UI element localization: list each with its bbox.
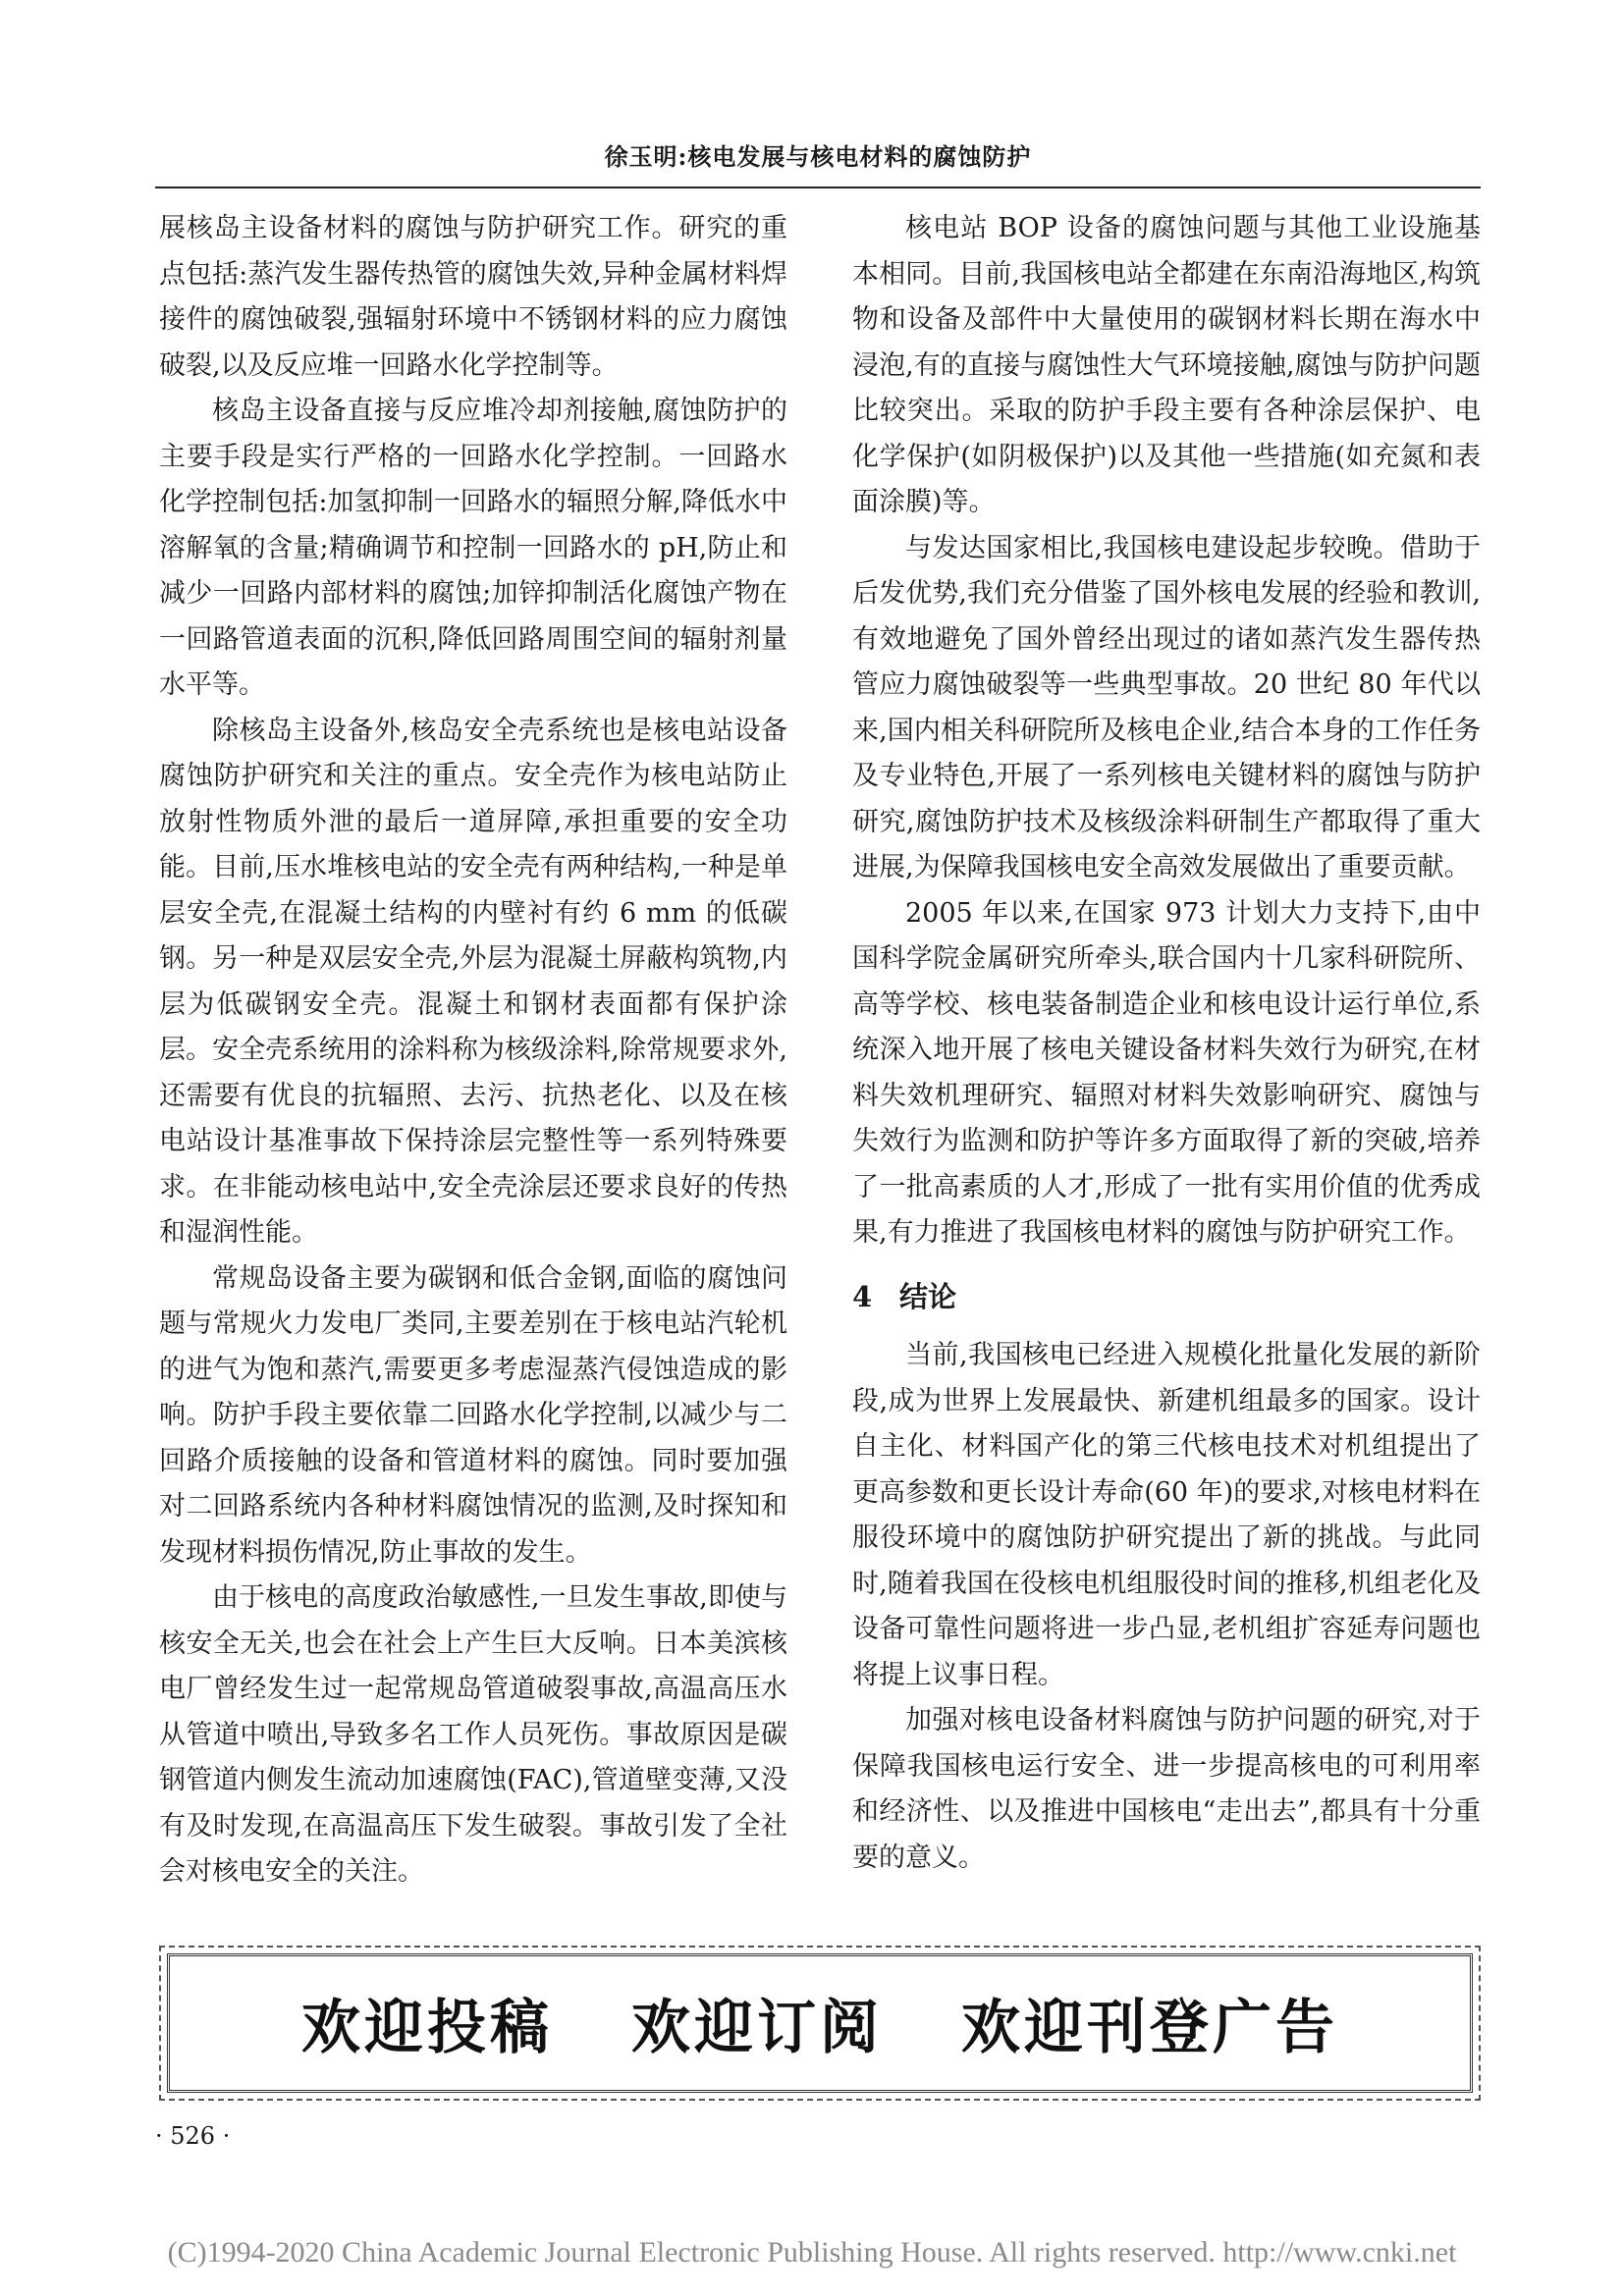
section-heading <box>852 1274 1481 1320</box>
paragraph: 核岛主设备直接与反应堆冷却剂接触,腐蚀防护的主要手段是实行严格的一回路水化学控制。一回路水化学控制包括:加氢抑制一回路水的辐照分解,降低水中溶解氧的含量;精确调节和控制一回路水的 pH,防止和减少一回路内部材料的腐蚀;加锌抑制活化腐蚀产物在一回路管道表面的沉积,降低回路周围空间的辐射剂量水平等。 <box>159 396 787 700</box>
page-number: · 526 · <box>155 2122 231 2150</box>
paragraph: 核电站 BOP 设备的腐蚀问题与其他工业设施基本相同。目前,我国核电站全都建在东南沿海地区,构筑物和设备及部件中大量使用的碳钢材料长期在海水中浸泡,有的直接与腐蚀性大气环境接触,腐蚀与防护问题比较突出。采取的防护手段主要有各种涂层保护、电化学保护(如阴极保护)以及其他一些措施(如充氮和表面涂膜)等。 <box>852 213 1481 517</box>
paragraph: 展核岛主设备材料的腐蚀与防护研究工作。研究的重点包括:蒸汽发生器传热管的腐蚀失效,异种金属材料焊接件的腐蚀破裂,强辐射环境中不锈钢材料的应力腐蚀破裂,以及反应堆一回路水化学控制等。 <box>159 213 787 381</box>
paragraph: 除核岛主设备外,核岛安全壳系统也是核电站设备腐蚀防护研究和关注的重点。安全壳作为核电站防止放射性物质外泄的最后一道屏障,承担重要的安全功能。目前,压水堆核电站的安全壳有两种结构,一种是单层安全壳,在混凝土结构的内壁衬有约 6 mm 的低碳钢。另一种是双层安全壳,外层为混凝土屏蔽构筑物,内层为低碳钢安全壳。混凝土和钢材表面都有保护涂层。安全壳系统用的涂料称为核级涂料,除常规要求外,还需要有优良的抗辐照、去污、抗热老化、以及在核电站设计基准事故下保持涂层完整性等一系列特殊要求。在非能动核电站中,安全壳涂层还要求良好的传热和湿润性能。 <box>159 715 787 1248</box>
header-rule <box>155 187 1481 188</box>
section-number: 4 <box>852 1279 873 1313</box>
copyright-footer: (C)1994-2020 China Academic Journal Electronic Publishing House. All rights reserved. http://www.cnki.net <box>167 2236 1457 2269</box>
paragraph: 由于核电的高度政治敏感性,一旦发生事故,即使与核安全无关,也会在社会上产生巨大反响。日本美滨核电厂曾经发生过一起常规岛管道破裂事故,高温高压水从管道中喷出,导致多名工作人员死伤。事故原因是碳钢管道内侧发生流动加速腐蚀(FAC),管道壁变薄,又没有及时发现,在高温高压下发生破裂。事故引发了全社会对核电安全的关注。 <box>159 1582 787 1887</box>
paragraph: 与发达国家相比,我国核电建设起步较晚。借助于后发优势,我们充分借鉴了国外核电发展的经验和教训,有效地避免了国外曾经出现过的诸如蒸汽发生器传热管应力腐蚀破裂等一些典型事故。20 世纪 80 年代以来,国内相关科研院所及核电企业,结合本身的工作任务及专业特色,开展了一系列核电关键材料的腐蚀与防护研究,腐蚀防护技术及核级涂料研制生产都取得了重大进展,为保障我国核电安全高效发展做出了重要贡献。 <box>852 532 1481 882</box>
paragraph: 常规岛设备主要为碳钢和低合金钢,面临的腐蚀问题与常规火力发电厂类同,主要差别在于核电站汽轮机的进气为饱和蒸汽,需要更多考虑湿蒸汽侵蚀造成的影响。防护手段主要依靠二回路水化学控制,以减少与二回路介质接触的设备和管道材料的腐蚀。同时要加强对二回路系统内各种材料腐蚀情况的监测,及时探知和发现材料损伤情况,防止事故的发生。 <box>159 1262 787 1568</box>
paragraph: 2005 年以来,在国家 973 计划大力支持下,由中国科学院金属研究所牵头,联合国内十几家科研院所、高等学校、核电装备制造企业和核电设计运行单位,系统深入地开展了核电关键设备材料失效行为研究,在材料失效机理研究、辐照对材料失效影响研究、腐蚀与失效行为监测和防护等许多方面取得了新的突破,培养了一批高素质的人才,形成了一批有实用价值的优秀成果,有力推进了我国核电材料的腐蚀与防护研究工作。 <box>852 897 1481 1248</box>
left-column <box>159 206 787 1896</box>
section-title: 结论 <box>899 1279 957 1313</box>
banner-text: 欢迎投稿 <box>301 1994 553 2062</box>
paragraph: 加强对核电设备材料腐蚀与防护问题的研究,对于保障我国核电运行安全、进一步提高核电的可利用率和经济性、以及推进中国核电“走出去”,都具有十分重要的意义。 <box>852 1705 1481 1873</box>
welcome-banner <box>167 1953 1473 2093</box>
banner-text: 欢迎刊登广告 <box>961 1994 1338 2062</box>
paragraph: 当前,我国核电已经进入规模化批量化发展的新阶段,成为世界上发展最快、新建机组最多的国家。设计自主化、材料国产化的第三代核电技术对机组提出了更高参数和更长设计寿命(60 年)的要求,对核电材料在服役环境中的腐蚀防护研究提出了新的挑战。与此同时,随着我国在役核电机组服役时间的推移,机组老化及设备可靠性问题将进一步凸显,老机组扩容延寿问题也将提上议事日程。 <box>852 1340 1481 1690</box>
running-header: 徐玉明:核电发展与核电材料的腐蚀防护 <box>604 142 1032 171</box>
right-column <box>852 206 1481 1881</box>
banner-text: 欢迎订阅 <box>631 1994 883 2062</box>
